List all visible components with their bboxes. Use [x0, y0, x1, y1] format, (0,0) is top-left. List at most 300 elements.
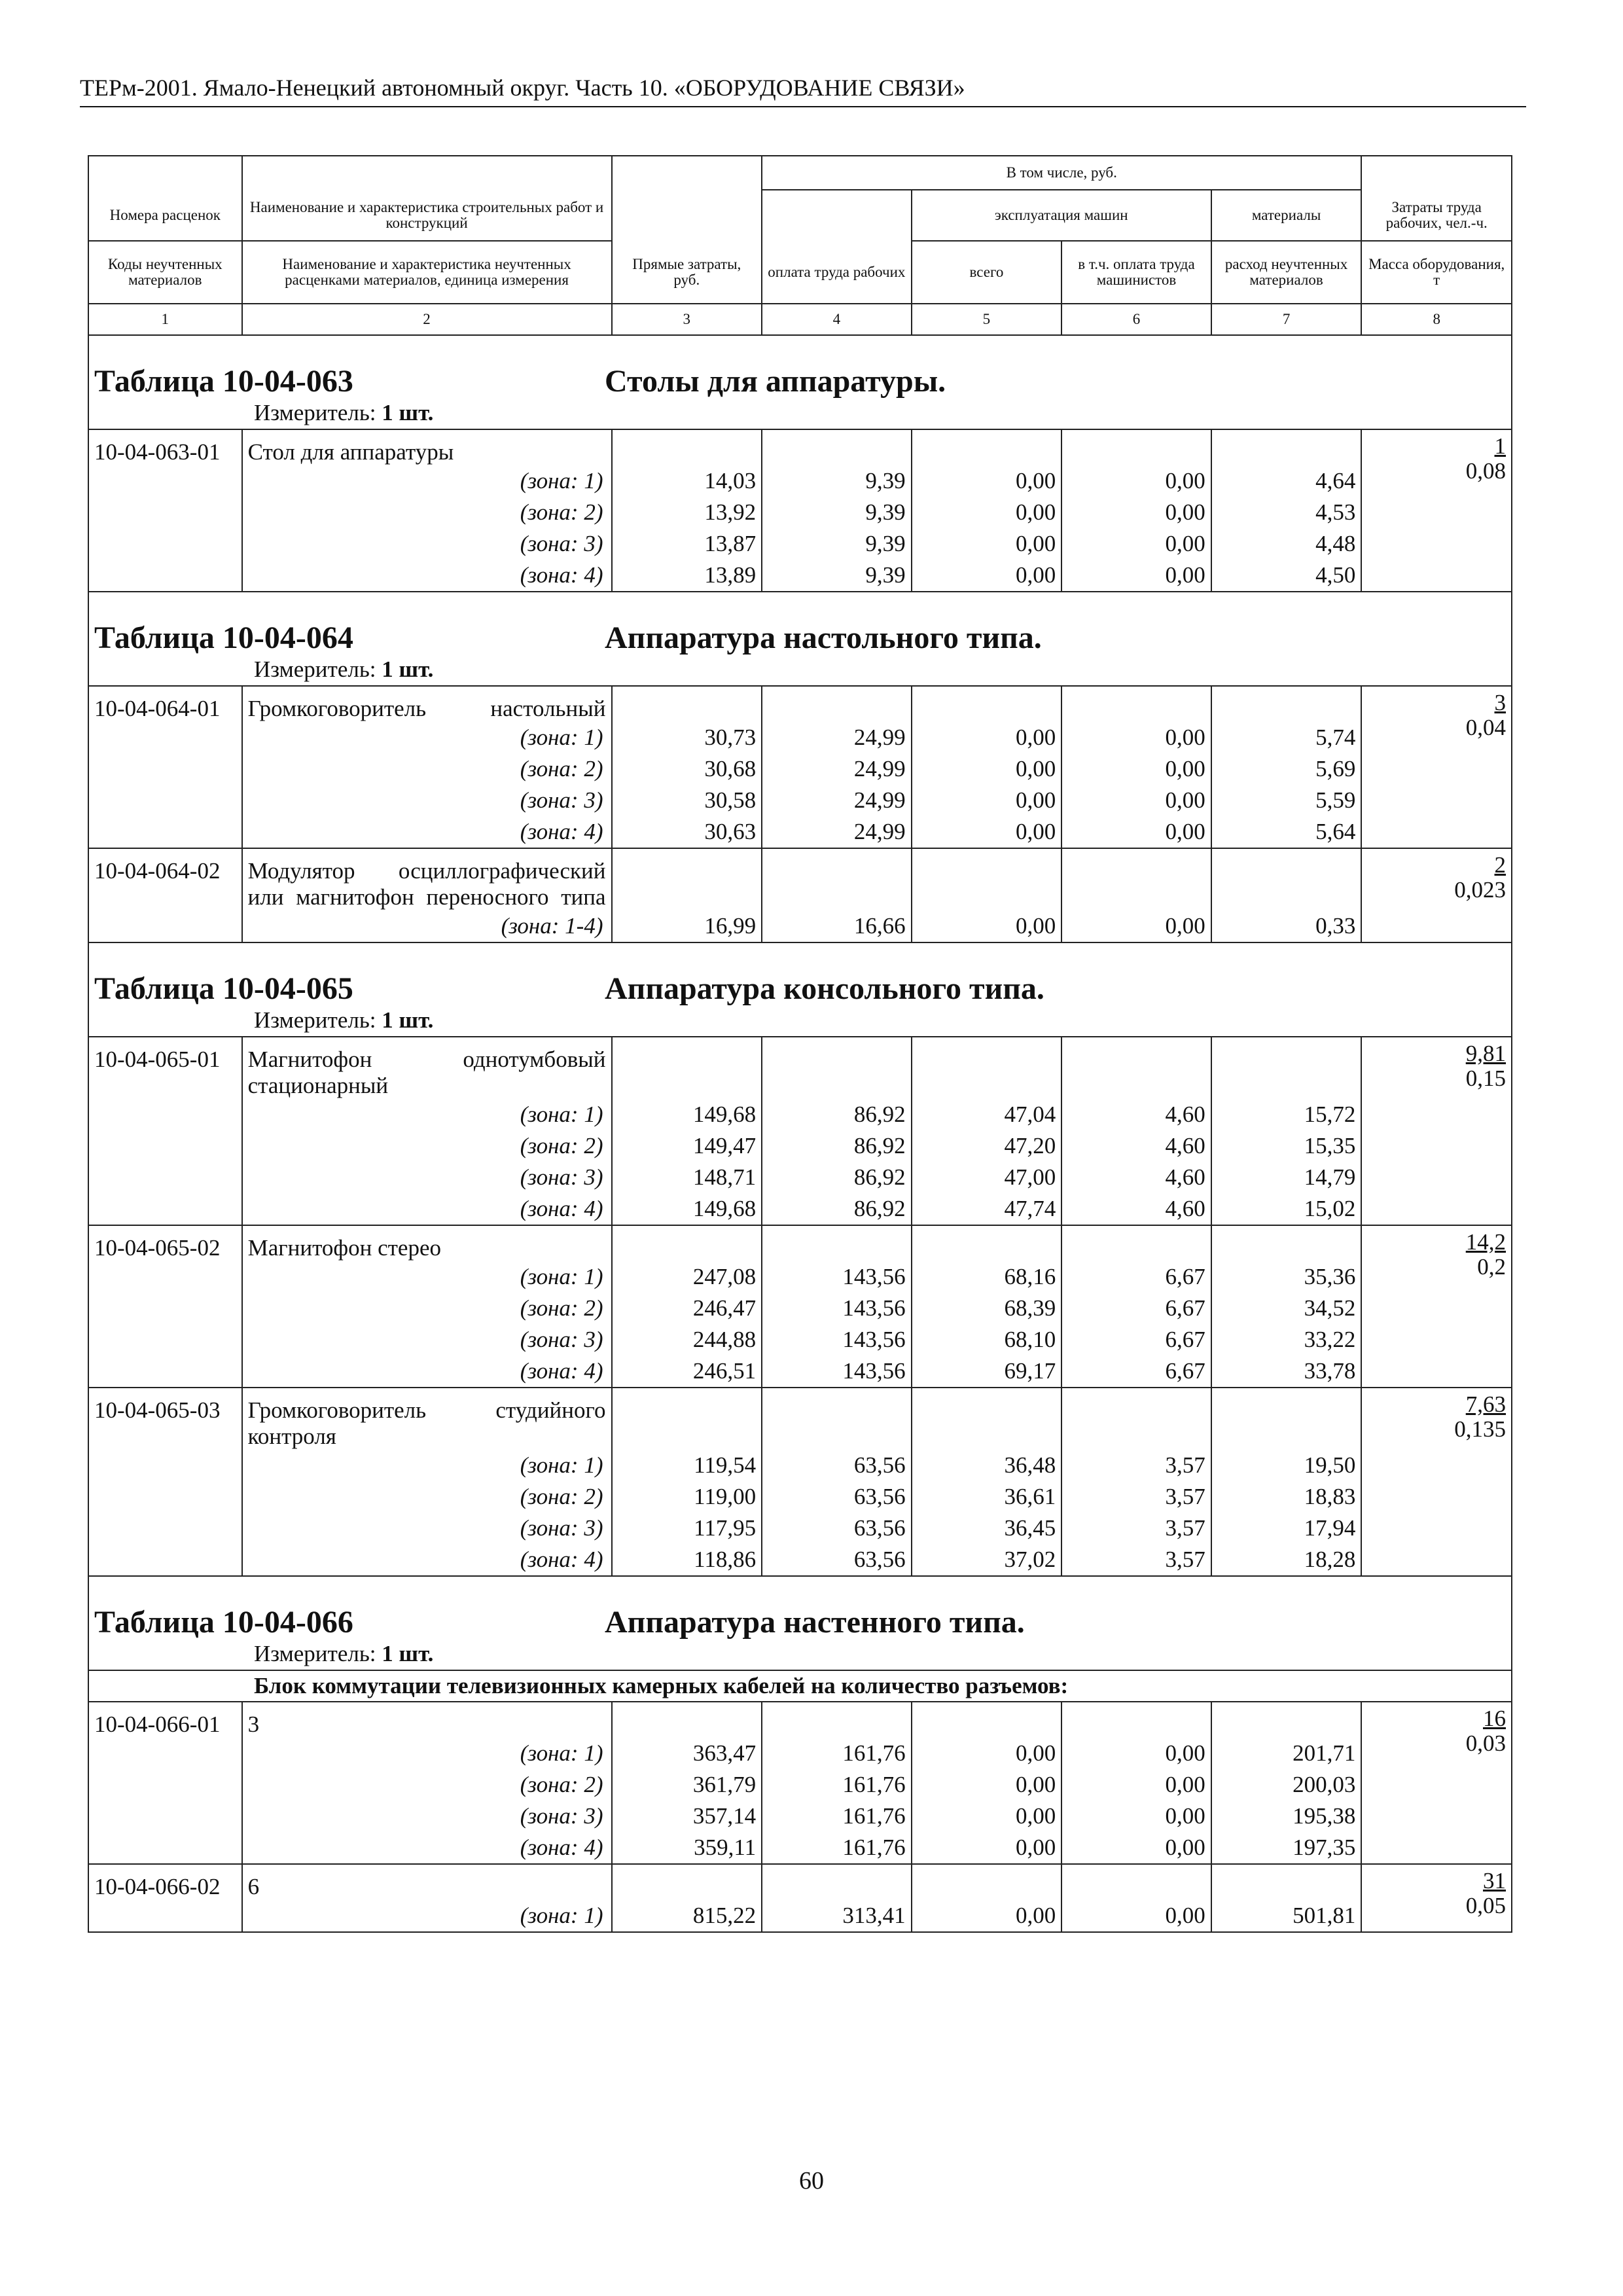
rate-row	[88, 1225, 1512, 1261]
zone-row	[88, 910, 1512, 942]
zone-label: (зона: 1)	[242, 465, 612, 497]
zone-row	[88, 1355, 1512, 1388]
empty-cell	[88, 722, 242, 753]
labor-mass-fraction	[1466, 1869, 1506, 1918]
table-heading	[88, 942, 1512, 1007]
table-id: Таблица 10-04-065	[94, 971, 353, 1006]
operator-pay-value: 0,00	[1061, 497, 1211, 528]
worker-pay-value: 24,99	[762, 785, 912, 816]
machines-total-value: 47,74	[912, 1193, 1062, 1225]
equipment-mass: 0,023	[1454, 877, 1506, 903]
empty-cell	[762, 848, 912, 910]
operator-pay-value: 0,00	[1061, 910, 1211, 942]
materials-value: 5,69	[1211, 753, 1362, 785]
zone-row	[88, 1769, 1512, 1801]
empty-cell	[88, 1324, 242, 1355]
empty-cell	[88, 785, 242, 816]
machines-total-value: 47,00	[912, 1162, 1062, 1193]
header-cell-empty	[612, 156, 762, 190]
empty-cell	[1061, 1388, 1211, 1450]
measure-row	[88, 1641, 1512, 1670]
rate-code: 10-04-066-01	[88, 1702, 242, 1738]
empty-cell	[912, 848, 1062, 910]
zone-label: (зона: 4)	[242, 560, 612, 592]
header-cell-empty	[762, 190, 912, 241]
direct-costs-value: 30,73	[612, 722, 762, 753]
worker-pay-value: 143,56	[762, 1324, 912, 1355]
materials-value: 197,35	[1211, 1832, 1362, 1864]
labor-mass-fraction	[1466, 1041, 1506, 1091]
empty-cell	[1211, 848, 1362, 910]
labor-mass	[1361, 1702, 1512, 1864]
worker-pay-value: 161,76	[762, 1801, 912, 1832]
header-cell-empty	[88, 156, 242, 190]
operator-pay-value: 0,00	[1061, 816, 1211, 848]
labor-mass	[1361, 429, 1512, 592]
zone-label: (зона: 3)	[242, 1162, 612, 1193]
zone-label: (зона: 4)	[242, 1544, 612, 1576]
table-heading-row	[88, 592, 1512, 656]
header-machines-total: всего	[912, 241, 1062, 304]
direct-costs-value: 246,51	[612, 1355, 762, 1388]
labor-cost: 3	[1494, 690, 1506, 715]
machines-total-value: 36,45	[912, 1513, 1062, 1544]
direct-costs-value: 119,54	[612, 1450, 762, 1481]
machines-total-value: 0,00	[912, 465, 1062, 497]
labor-cost: 2	[1494, 852, 1506, 878]
empty-cell	[1061, 429, 1211, 465]
direct-costs-value: 13,87	[612, 528, 762, 560]
labor-mass-fraction	[1466, 1230, 1506, 1280]
worker-pay-value: 9,39	[762, 528, 912, 560]
subheading-row	[88, 1670, 1512, 1702]
table-heading-row	[88, 335, 1512, 400]
equipment-mass: 0,135	[1454, 1416, 1506, 1442]
machines-total-value: 36,61	[912, 1481, 1062, 1513]
machines-total-value: 0,00	[912, 528, 1062, 560]
materials-value: 5,74	[1211, 722, 1362, 753]
materials-value: 15,72	[1211, 1099, 1362, 1130]
machines-total-value: 0,00	[912, 785, 1062, 816]
machines-total-value: 0,00	[912, 1801, 1062, 1832]
worker-pay-value: 24,99	[762, 753, 912, 785]
measure	[88, 1641, 1512, 1670]
direct-costs-value: 30,68	[612, 753, 762, 785]
labor-mass	[1361, 1225, 1512, 1388]
header-labor: Затраты труда рабочих, чел.-ч.	[1361, 190, 1512, 241]
rate-row	[88, 848, 1512, 910]
machines-total-value: 0,00	[912, 560, 1062, 592]
empty-cell	[88, 497, 242, 528]
labor-mass-fraction	[1466, 691, 1506, 740]
rate-name: Громкоговоритель студийного контроля	[242, 1388, 612, 1450]
worker-pay-value: 86,92	[762, 1099, 912, 1130]
empty-cell	[88, 1544, 242, 1576]
empty-cell	[1211, 1702, 1362, 1738]
zone-label: (зона: 1)	[242, 1450, 612, 1481]
materials-value: 4,48	[1211, 528, 1362, 560]
measure-unit: 1 шт.	[382, 1641, 434, 1666]
operator-pay-value: 0,00	[1061, 528, 1211, 560]
empty-cell	[612, 848, 762, 910]
direct-costs-value: 16,99	[612, 910, 762, 942]
table-title: Столы для аппаратуры.	[605, 364, 946, 399]
worker-pay-value: 161,76	[762, 1769, 912, 1801]
labor-mass	[1361, 686, 1512, 848]
operator-pay-value: 0,00	[1061, 1900, 1211, 1932]
rates-table	[88, 155, 1512, 1933]
measure-label: Измеритель:	[254, 1641, 376, 1666]
empty-cell	[88, 1832, 242, 1864]
materials-value: 18,28	[1211, 1544, 1362, 1576]
header-cell-empty	[1361, 156, 1512, 190]
empty-cell	[88, 528, 242, 560]
machines-total-value: 47,20	[912, 1130, 1062, 1162]
equipment-mass: 0,04	[1465, 715, 1506, 740]
zone-label: (зона: 3)	[242, 1801, 612, 1832]
empty-cell	[88, 1513, 242, 1544]
machines-total-value: 0,00	[912, 1900, 1062, 1932]
empty-cell	[1061, 1037, 1211, 1099]
direct-costs-value: 118,86	[612, 1544, 762, 1576]
column-number: 2	[242, 304, 612, 335]
materials-value: 15,35	[1211, 1130, 1362, 1162]
worker-pay-value: 86,92	[762, 1162, 912, 1193]
empty-cell	[88, 1481, 242, 1513]
header-material-use: расход неучтенных материалов	[1211, 241, 1362, 304]
worker-pay-value: 9,39	[762, 497, 912, 528]
empty-cell	[612, 429, 762, 465]
table-title: Аппаратура настенного типа.	[605, 1605, 1025, 1640]
empty-cell	[1211, 1225, 1362, 1261]
zone-label: (зона: 3)	[242, 1324, 612, 1355]
labor-cost: 16	[1483, 1706, 1506, 1731]
empty-cell	[912, 1225, 1062, 1261]
zone-label: (зона: 3)	[242, 785, 612, 816]
empty-cell	[88, 1193, 242, 1225]
worker-pay-value: 16,66	[762, 910, 912, 942]
header-cell-empty	[612, 190, 762, 241]
materials-value: 5,59	[1211, 785, 1362, 816]
measure-unit: 1 шт.	[382, 1007, 434, 1033]
direct-costs-value: 119,00	[612, 1481, 762, 1513]
machines-total-value: 68,10	[912, 1324, 1062, 1355]
empty-cell	[1211, 1864, 1362, 1900]
zone-row	[88, 1450, 1512, 1481]
page-number: 60	[799, 2167, 824, 2195]
operator-pay-value: 0,00	[1061, 465, 1211, 497]
machines-total-value: 69,17	[912, 1355, 1062, 1388]
rate-code: 10-04-065-01	[88, 1037, 242, 1099]
materials-value: 19,50	[1211, 1450, 1362, 1481]
labor-cost: 14,2	[1465, 1229, 1506, 1255]
measure-label: Измеритель:	[254, 400, 376, 425]
worker-pay-value: 9,39	[762, 560, 912, 592]
rate-name: 6	[242, 1864, 612, 1900]
worker-pay-value: 161,76	[762, 1738, 912, 1769]
empty-cell	[88, 1769, 242, 1801]
zone-label: (зона: 1)	[242, 1900, 612, 1932]
machines-total-value: 68,16	[912, 1261, 1062, 1293]
operator-pay-value: 4,60	[1061, 1099, 1211, 1130]
machines-total-value: 0,00	[912, 497, 1062, 528]
rate-name: 3	[242, 1702, 612, 1738]
materials-value: 5,64	[1211, 816, 1362, 848]
direct-costs-value: 30,63	[612, 816, 762, 848]
zone-row	[88, 1261, 1512, 1293]
worker-pay-value: 161,76	[762, 1832, 912, 1864]
direct-costs-value: 815,22	[612, 1900, 762, 1932]
direct-costs-value: 361,79	[612, 1769, 762, 1801]
column-number: 1	[88, 304, 242, 335]
empty-cell	[88, 1801, 242, 1832]
empty-cell	[1211, 1037, 1362, 1099]
zone-row	[88, 1544, 1512, 1576]
zone-row	[88, 816, 1512, 848]
labor-cost: 31	[1483, 1868, 1506, 1893]
empty-cell	[1061, 1702, 1211, 1738]
direct-costs-value: 244,88	[612, 1324, 762, 1355]
zone-row	[88, 465, 1512, 497]
zone-label: (зона: 4)	[242, 1832, 612, 1864]
header-worker-pay: оплата труда рабочих	[762, 241, 912, 304]
equipment-mass: 0,05	[1465, 1893, 1506, 1918]
zone-label: (зона: 2)	[242, 1481, 612, 1513]
zone-row	[88, 1293, 1512, 1324]
measure-label: Измеритель:	[254, 1007, 376, 1033]
machines-total-value: 0,00	[912, 910, 1062, 942]
zone-row	[88, 560, 1512, 592]
operator-pay-value: 0,00	[1061, 753, 1211, 785]
measure	[88, 400, 1512, 429]
materials-value: 195,38	[1211, 1801, 1362, 1832]
labor-mass	[1361, 848, 1512, 942]
zone-row	[88, 1193, 1512, 1225]
zone-row	[88, 497, 1512, 528]
direct-costs-value: 149,68	[612, 1193, 762, 1225]
empty-cell	[88, 1261, 242, 1293]
labor-cost: 1	[1494, 433, 1506, 459]
machines-total-value: 68,39	[912, 1293, 1062, 1324]
rate-row	[88, 686, 1512, 722]
zone-label: (зона: 2)	[242, 1293, 612, 1324]
zone-row	[88, 753, 1512, 785]
header-direct-costs: Прямые затраты, руб.	[612, 241, 762, 304]
direct-costs-value: 30,58	[612, 785, 762, 816]
empty-cell	[612, 1225, 762, 1261]
measure-row	[88, 1007, 1512, 1037]
empty-cell	[612, 1702, 762, 1738]
column-number: 3	[612, 304, 762, 335]
column-number: 8	[1361, 304, 1512, 335]
empty-cell	[88, 465, 242, 497]
zone-row	[88, 1130, 1512, 1162]
zone-label: (зона: 4)	[242, 1355, 612, 1388]
empty-cell	[912, 1388, 1062, 1450]
empty-cell	[88, 560, 242, 592]
direct-costs-value: 359,11	[612, 1832, 762, 1864]
direct-costs-value: 14,03	[612, 465, 762, 497]
zone-label: (зона: 2)	[242, 753, 612, 785]
equipment-mass: 0,03	[1465, 1731, 1506, 1756]
labor-mass-fraction	[1454, 1392, 1506, 1442]
rate-code: 10-04-064-01	[88, 686, 242, 722]
direct-costs-value: 13,89	[612, 560, 762, 592]
zone-label: (зона: 3)	[242, 1513, 612, 1544]
header-equipment-mass: Масса оборудования, т	[1361, 241, 1512, 304]
labor-mass	[1361, 1864, 1512, 1932]
labor-cost: 9,81	[1465, 1041, 1506, 1066]
page-header: ТЕРм-2001. Ямало-Ненецкий автономный округ. Часть 10. «ОБОРУДОВАНИЕ СВЯЗИ»	[80, 73, 1526, 107]
empty-cell	[762, 429, 912, 465]
header-work-name: Наименование и характеристика строительных работ и конструкций	[242, 190, 612, 241]
empty-cell	[88, 816, 242, 848]
table-id: Таблица 10-04-066	[94, 1605, 353, 1640]
operator-pay-value: 3,57	[1061, 1544, 1211, 1576]
empty-cell	[88, 1099, 242, 1130]
measure	[88, 1007, 1512, 1037]
empty-cell	[762, 1702, 912, 1738]
empty-cell	[762, 1037, 912, 1099]
direct-costs-value: 149,47	[612, 1130, 762, 1162]
equipment-mass: 0,08	[1465, 458, 1506, 484]
machines-total-value: 0,00	[912, 1738, 1062, 1769]
operator-pay-value: 3,57	[1061, 1450, 1211, 1481]
worker-pay-value: 9,39	[762, 465, 912, 497]
empty-cell	[612, 686, 762, 722]
empty-cell	[912, 429, 1062, 465]
worker-pay-value: 63,56	[762, 1481, 912, 1513]
labor-mass	[1361, 1037, 1512, 1225]
direct-costs-value: 117,95	[612, 1513, 762, 1544]
materials-value: 18,83	[1211, 1481, 1362, 1513]
zone-row	[88, 528, 1512, 560]
operator-pay-value: 0,00	[1061, 1738, 1211, 1769]
operator-pay-value: 0,00	[1061, 785, 1211, 816]
empty-cell	[1061, 686, 1211, 722]
zone-label: (зона: 1-4)	[242, 910, 612, 942]
empty-cell	[762, 686, 912, 722]
direct-costs-value: 13,92	[612, 497, 762, 528]
worker-pay-value: 313,41	[762, 1900, 912, 1932]
table-title: Аппаратура консольного типа.	[605, 971, 1044, 1006]
empty-cell	[1061, 1864, 1211, 1900]
empty-cell	[1211, 429, 1362, 465]
rate-name: Магнитофон однотумбовый стационарный	[242, 1037, 612, 1099]
zone-label: (зона: 1)	[242, 1261, 612, 1293]
measure-row	[88, 656, 1512, 686]
zone-row	[88, 1900, 1512, 1932]
rate-name: Громкоговоритель настольный	[242, 686, 612, 722]
column-number: 7	[1211, 304, 1362, 335]
machines-total-value: 0,00	[912, 722, 1062, 753]
zone-label: (зона: 1)	[242, 1738, 612, 1769]
labor-mass-fraction	[1466, 434, 1506, 484]
worker-pay-value: 86,92	[762, 1193, 912, 1225]
materials-value: 15,02	[1211, 1193, 1362, 1225]
zone-row	[88, 1801, 1512, 1832]
header-incl: В том числе, руб.	[762, 156, 1361, 190]
table-id: Таблица 10-04-064	[94, 620, 353, 655]
table-heading	[88, 592, 1512, 656]
materials-value: 0,33	[1211, 910, 1362, 942]
materials-value: 4,64	[1211, 465, 1362, 497]
rate-name: Магнитофон стерео	[242, 1225, 612, 1261]
worker-pay-value: 24,99	[762, 816, 912, 848]
rate-row	[88, 1388, 1512, 1450]
machines-total-value: 0,00	[912, 816, 1062, 848]
empty-cell	[612, 1864, 762, 1900]
rate-name: Стол для аппаратуры	[242, 429, 612, 465]
empty-cell	[612, 1037, 762, 1099]
materials-value: 34,52	[1211, 1293, 1362, 1324]
worker-pay-value: 63,56	[762, 1544, 912, 1576]
operator-pay-value: 0,00	[1061, 1832, 1211, 1864]
measure-label: Измеритель:	[254, 656, 376, 682]
zone-label: (зона: 4)	[242, 816, 612, 848]
zone-label: (зона: 2)	[242, 497, 612, 528]
worker-pay-value: 143,56	[762, 1261, 912, 1293]
machines-total-value: 0,00	[912, 1832, 1062, 1864]
worker-pay-value: 143,56	[762, 1355, 912, 1388]
empty-cell	[88, 753, 242, 785]
header-material-codes: Коды неучтенных материалов	[88, 241, 242, 304]
machines-total-value: 36,48	[912, 1450, 1062, 1481]
zone-row	[88, 1099, 1512, 1130]
rate-row	[88, 1037, 1512, 1099]
zone-row	[88, 1162, 1512, 1193]
equipment-mass: 0,2	[1477, 1254, 1506, 1280]
direct-costs-value: 357,14	[612, 1801, 762, 1832]
subheading: Блок коммутации телевизионных камерных кабелей на количество разъемов:	[88, 1670, 1512, 1702]
measure-unit: 1 шт.	[382, 400, 434, 425]
labor-mass	[1361, 1388, 1512, 1576]
rate-code: 10-04-066-02	[88, 1864, 242, 1900]
operator-pay-value: 4,60	[1061, 1130, 1211, 1162]
materials-value: 35,36	[1211, 1261, 1362, 1293]
rate-row	[88, 429, 1512, 465]
header-operator-pay: в т.ч. оплата труда машинистов	[1061, 241, 1211, 304]
empty-cell	[762, 1388, 912, 1450]
operator-pay-value: 3,57	[1061, 1513, 1211, 1544]
empty-cell	[88, 1355, 242, 1388]
direct-costs-value: 148,71	[612, 1162, 762, 1193]
measure	[88, 656, 1512, 686]
worker-pay-value: 63,56	[762, 1450, 912, 1481]
worker-pay-value: 86,92	[762, 1130, 912, 1162]
machines-total-value: 0,00	[912, 1769, 1062, 1801]
rate-row	[88, 1702, 1512, 1738]
operator-pay-value: 0,00	[1061, 1769, 1211, 1801]
machines-total-value: 47,04	[912, 1099, 1062, 1130]
empty-cell	[912, 686, 1062, 722]
operator-pay-value: 0,00	[1061, 1801, 1211, 1832]
header-cell-empty	[242, 156, 612, 190]
operator-pay-value: 4,60	[1061, 1162, 1211, 1193]
operator-pay-value: 6,67	[1061, 1293, 1211, 1324]
measure-row	[88, 400, 1512, 429]
operator-pay-value: 0,00	[1061, 722, 1211, 753]
operator-pay-value: 0,00	[1061, 560, 1211, 592]
operator-pay-value: 4,60	[1061, 1193, 1211, 1225]
materials-value: 4,50	[1211, 560, 1362, 592]
zone-row	[88, 1738, 1512, 1769]
empty-cell	[88, 1162, 242, 1193]
direct-costs-value: 246,47	[612, 1293, 762, 1324]
rate-code: 10-04-065-03	[88, 1388, 242, 1450]
worker-pay-value: 143,56	[762, 1293, 912, 1324]
rate-code: 10-04-065-02	[88, 1225, 242, 1261]
